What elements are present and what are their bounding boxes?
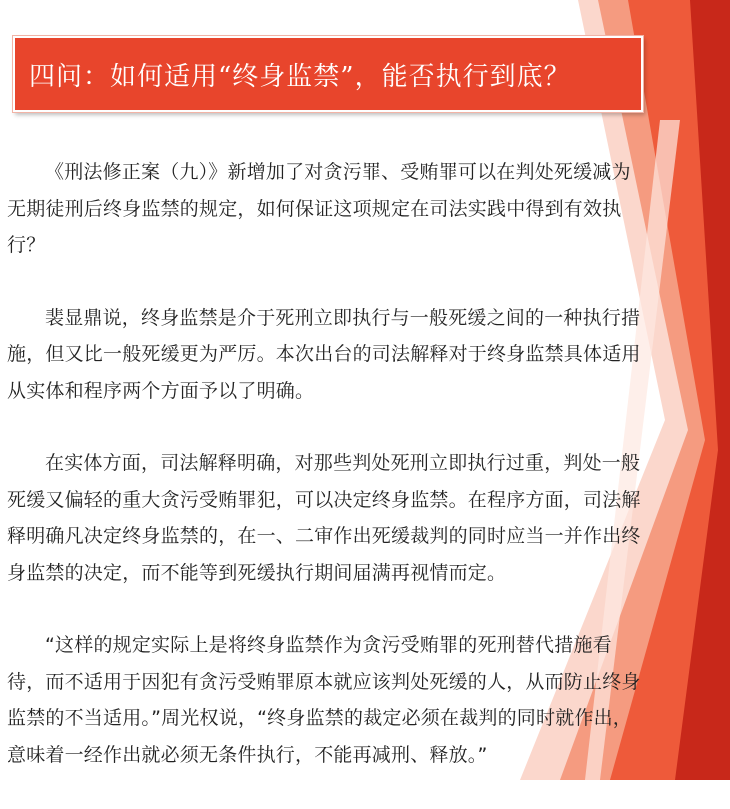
paragraph-4: “这样的规定实际上是将终身监禁作为贪污受贿罪的死刑替代措施看待，而不适用于因犯有贪污受贿罪原本就应该判处死缓的人，从而防止终身监禁的不当适用。”周光权说，“终身监禁的裁定必须在裁判的同时就作出，意味着一经作出就必须无条件执行，不能再减刑、释放。” — [7, 634, 641, 766]
paragraph-1: 《刑法修正案（九）》新增加了对贪污罪、受贿罪可以在判处死缓减为无期徒刑后终身监禁的规定，如何保证这项规定在司法实践中得到有效执行？ — [7, 161, 631, 256]
article-body — [7, 154, 647, 809]
paragraph-3: 在实体方面，司法解释明确，对那些判处死刑立即执行过重，判处一般死缓又偏轻的重大贪污受贿罪犯，可以决定终身监禁。在程序方面，司法解释明确凡决定终身监禁的，在一、二审作出死缓裁判的同时应当一并作出终身监禁的决定，而不能等到死缓执行期间届满再视情而定。 — [7, 452, 641, 584]
page-title: 四问：如何适用“终身监禁”，能否执行到底？ — [29, 61, 571, 92]
paragraph-2: 裴显鼎说，终身监禁是介于死刑立即执行与一般死缓之间的一种执行措施，但又比一般死缓更为严厉。本次出台的司法解释对于终身监禁具体适用从实体和程序两个方面予以了明确。 — [7, 306, 641, 402]
title-banner — [13, 36, 643, 112]
